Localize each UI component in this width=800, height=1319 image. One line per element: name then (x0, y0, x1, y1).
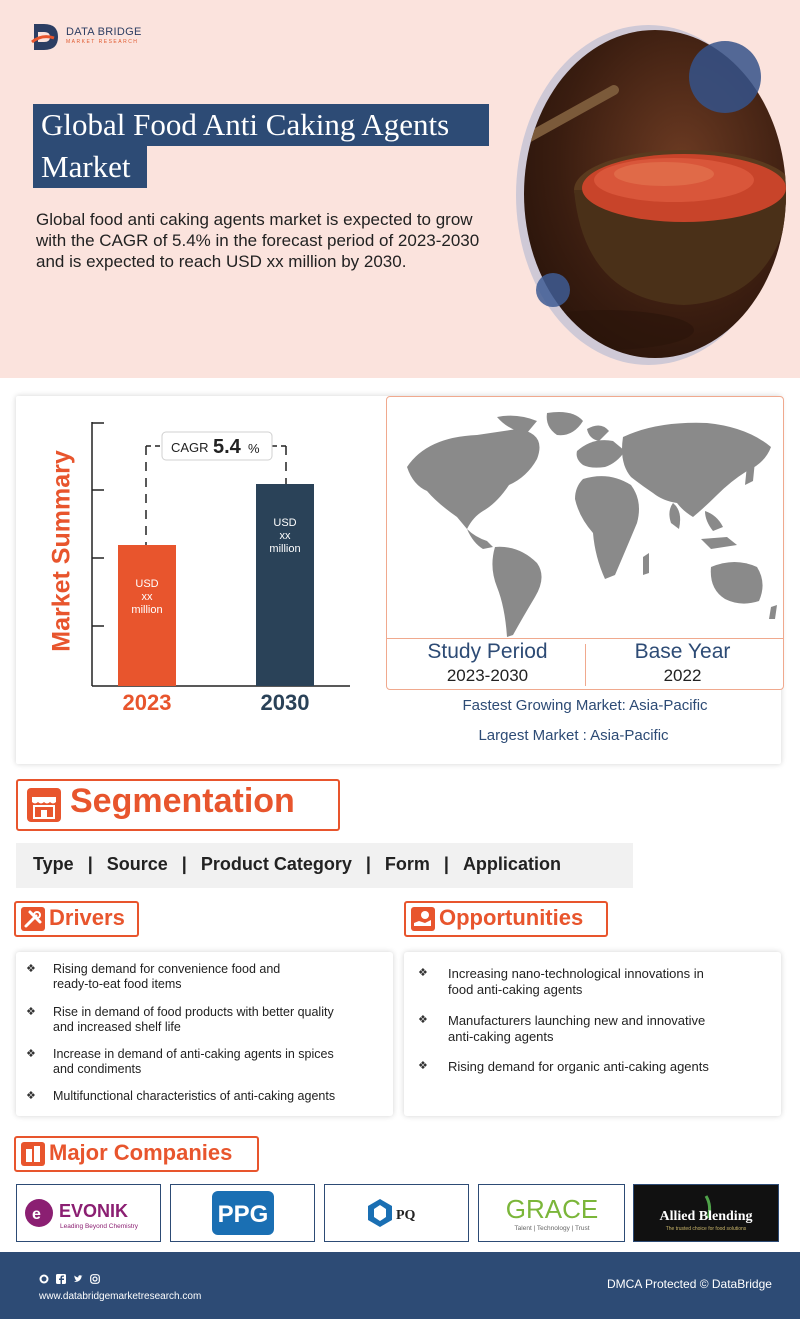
driver-line: Rising demand for convenience food and (53, 962, 281, 976)
opportunity-item (448, 966, 704, 998)
tools-icon (21, 907, 45, 931)
bullet-icon: ❖ (418, 1059, 428, 1072)
bar-label: million (131, 604, 163, 616)
svg-text:e: e (32, 1206, 41, 1223)
brand-sub: MARKET RESEARCH (66, 39, 139, 45)
driver-line: and increased shelf life (53, 1020, 181, 1034)
cagr-suffix: % (248, 441, 260, 456)
hand-coin-icon (411, 907, 435, 931)
decorative-bubble (689, 41, 761, 113)
page-title-line1: Global Food Anti Caking Agents (33, 104, 489, 146)
logo-mark-icon (30, 20, 62, 54)
driver-item (53, 1047, 334, 1077)
evonik-name: EVONIK (59, 1201, 129, 1221)
largest-market: Largest Market : Asia-Pacific (478, 727, 669, 744)
pq-logo-icon (362, 1193, 432, 1233)
facebook-icon[interactable] (56, 1274, 66, 1284)
base-year-value: 2022 (663, 666, 702, 685)
building-icon (21, 1142, 45, 1166)
opportunity-line: Manufacturers launching new and innovative (448, 1013, 706, 1028)
year-label-2030: 2030 (260, 690, 310, 715)
segment-separator: | (87, 854, 93, 874)
brand-name: DATA BRIDGE (66, 26, 142, 38)
fastest-growing-market: Fastest Growing Market: Asia-Pacific (462, 697, 708, 714)
opportunity-item (448, 1059, 709, 1075)
company-logo-allied-blending[interactable] (633, 1184, 779, 1242)
segment-separator: | (365, 854, 371, 874)
instagram-icon[interactable] (90, 1274, 100, 1284)
map-divider (387, 638, 783, 639)
bar-label: USD (273, 517, 297, 529)
bullet-icon: ❖ (26, 1089, 36, 1102)
driver-line: Rise in demand of food products with better quality (53, 1005, 334, 1019)
brand-logo[interactable] (30, 20, 160, 56)
study-period-label: Study Period (427, 640, 548, 663)
bar-label: xx (141, 591, 153, 603)
segment-source[interactable]: Source (106, 854, 168, 874)
year-label-2023: 2023 (122, 690, 172, 715)
bullet-icon: ❖ (26, 1005, 36, 1018)
bullet-icon: ❖ (26, 1047, 36, 1060)
copyright-notice: DMCA Protected © DataBridge (607, 1277, 772, 1291)
base-year-label: Base Year (634, 640, 731, 663)
evonik-logo-icon (21, 1191, 156, 1235)
bar-label: million (269, 543, 301, 555)
opportunity-line: Increasing nano-technological innovations in (448, 966, 704, 981)
grace-tagline: Talent | Technology | Trust (513, 1225, 590, 1232)
driver-line: Multifunctional characteristics of anti-caking agents (53, 1089, 336, 1103)
segmentation-title: Segmentation (70, 782, 295, 820)
allied-blending-name: Allied Blending (659, 1209, 753, 1224)
segmentation-items (33, 854, 561, 875)
world-map-icon (387, 407, 783, 647)
storefront-icon (26, 787, 62, 823)
segment-application[interactable]: Application (462, 854, 561, 874)
social-icons (39, 1274, 100, 1284)
ppg-logo-icon (208, 1189, 278, 1237)
website-link[interactable]: www.databridgemarketresearch.com (39, 1291, 202, 1302)
bullet-icon: ❖ (26, 962, 36, 975)
opportunity-item (448, 1013, 705, 1045)
driver-item (53, 1005, 334, 1035)
market-summary-label: Market Summary (47, 450, 76, 652)
grace-logo-icon (487, 1190, 617, 1236)
segment-separator: | (181, 854, 187, 874)
bar-label: USD (135, 578, 159, 590)
company-logo-ppg[interactable] (170, 1184, 315, 1242)
decorative-bubble (536, 273, 570, 307)
cagr-prefix: CAGR (171, 440, 209, 455)
driver-line: Increase in demand of anti-caking agents in spices (53, 1047, 334, 1061)
cagr-value: 5.4 (213, 436, 241, 458)
company-logo-grace[interactable] (478, 1184, 625, 1242)
study-period-value: 2023-2030 (446, 666, 529, 685)
grace-name: GRACE (505, 1194, 598, 1224)
opportunities-title: Opportunities (439, 905, 584, 930)
bar-label: xx (279, 530, 291, 542)
driver-line: and condiments (53, 1062, 142, 1076)
driver-item (53, 962, 280, 992)
page-title-line2: Market (33, 146, 147, 188)
hero-description: Global food anti caking agents market is expected to grow with the CAGR of 5.4% in the forecast period of 2023-2030 and is expected to reach USD xx million by 2030. (36, 210, 480, 271)
drivers-title: Drivers (49, 905, 125, 930)
segment-form[interactable]: Form (384, 854, 430, 874)
evonik-tagline: Leading Beyond Chemistry (60, 1223, 139, 1230)
company-logo-evonik[interactable] (16, 1184, 161, 1242)
opportunity-line: anti-caking agents (448, 1029, 554, 1044)
opportunity-line: food anti-caking agents (448, 982, 583, 997)
segment-separator: | (443, 854, 449, 874)
bullet-icon: ❖ (418, 1013, 428, 1026)
allied-blending-tagline: The trusted choice for food solutions (665, 1226, 747, 1232)
companies-title: Major Companies (49, 1140, 233, 1165)
allied-blending-logo-icon (636, 1188, 776, 1238)
segment-product-category[interactable]: Product Category (200, 854, 352, 874)
twitter-icon[interactable] (73, 1274, 83, 1284)
company-logo-pq[interactable] (324, 1184, 469, 1242)
hero-section (0, 0, 800, 378)
whatsapp-icon[interactable] (39, 1274, 49, 1284)
opportunity-line: Rising demand for organic anti-caking agents (448, 1059, 709, 1074)
driver-line: ready-to-eat food items (53, 977, 182, 991)
bar-2030 (256, 484, 314, 686)
driver-item (53, 1089, 335, 1104)
ppg-name: PPG (217, 1201, 268, 1228)
market-summary-chart (80, 410, 380, 750)
segment-type[interactable]: Type (33, 854, 74, 874)
pq-name: PQ (395, 1208, 415, 1223)
bullet-icon: ❖ (418, 966, 428, 979)
